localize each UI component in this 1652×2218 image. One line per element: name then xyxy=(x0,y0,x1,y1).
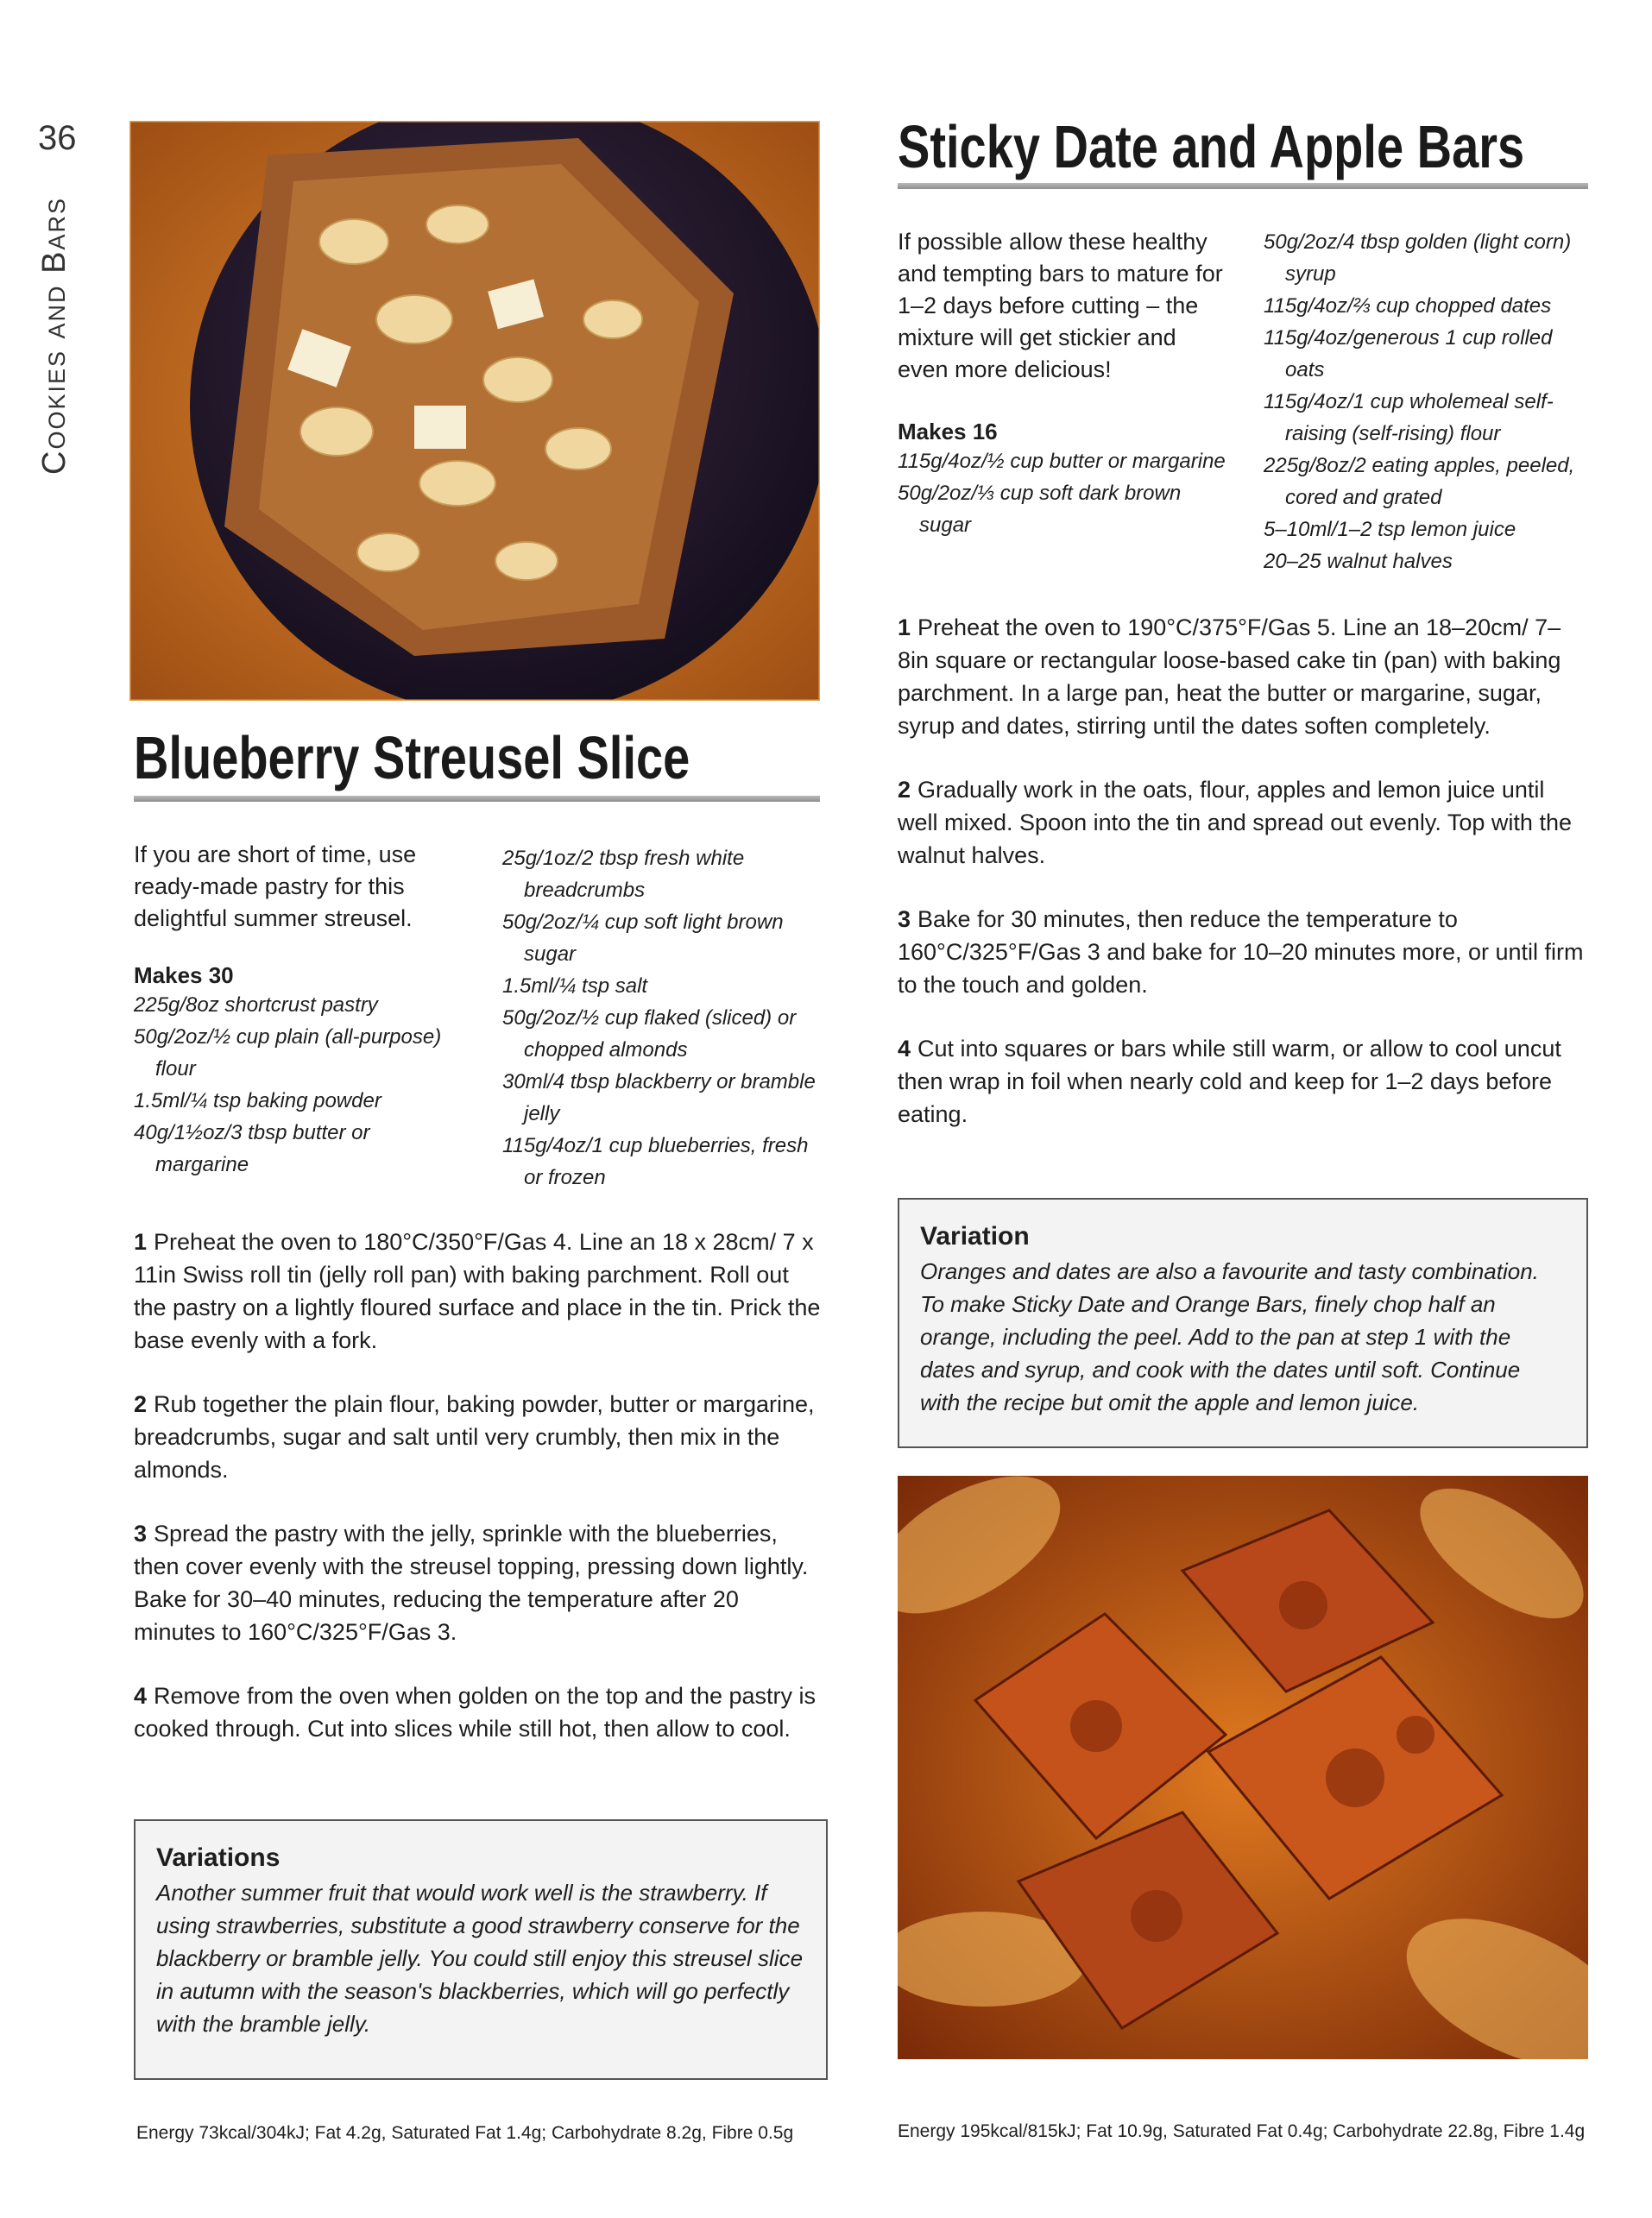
ingredient: 115g/4oz/generous 1 cup rolled oats xyxy=(1264,326,1553,381)
ingredient: 115g/4oz/⅔ cup chopped dates xyxy=(1264,294,1552,318)
left-title-rule xyxy=(134,796,820,802)
ingredient: 5–10ml/1–2 tsp lemon juice xyxy=(1264,518,1516,541)
method-step: 2 Rub together the plain flour, baking powder, butter or margarine, breadcrumbs, sugar and salt until very crumbly, then mix in the almonds. xyxy=(134,1391,815,1483)
method-step: 3 Spread the pastry with the jelly, sprinkle with the blueberries, then cover evenly with the streusel topping, pressing down lightly. Bake for 30–40 minutes, reducing the temperature after 20 minutes to 160°C/325°F/Gas 3. xyxy=(134,1521,809,1645)
ingredient: 40g/1½oz/3 tbsp butter or margarine xyxy=(134,1121,370,1176)
left-ingredient-list-1 xyxy=(134,989,462,1181)
method-step: 4 Cut into squares or bars while still warm, or allow to cool uncut then wrap in foil when nearly cold and keep for 1–2 days before eating. xyxy=(898,1036,1561,1127)
variations-text: Another summer fruit that would work well is the strawberry. If using strawberries, substitute a good strawberry conserve for the blackberry or bramble jelly. You could still enjoy this streusel slice in autumn with the season's blackberries, which will go perfectly with the bramble jelly. xyxy=(156,1880,804,2037)
ingredient: 50g/2oz/½ cup flaked (sliced) or chopped almonds xyxy=(502,1006,797,1062)
ingredient: 25g/1oz/2 tbsp fresh white breadcrumbs xyxy=(502,847,745,902)
ingredient: 1.5ml/¼ tsp salt xyxy=(502,974,648,998)
right-nutrition: Energy 195kcal/815kJ; Fat 10.9g, Saturated Fat 0.4g; Carbohydrate 22.8g, Fibre 1.4g xyxy=(898,2121,1586,2141)
left-makes: Makes 30 xyxy=(134,962,234,988)
right-recipe-title: Sticky Date and Apple Bars xyxy=(898,113,1525,180)
ingredient: 50g/2oz/⅓ cup soft dark brown sugar xyxy=(898,482,1182,537)
date-apple-bars-photo xyxy=(898,1476,1588,2059)
left-ingredient-list-2 xyxy=(502,842,822,1194)
left-method xyxy=(134,1226,824,1776)
right-intro: If possible allow these healthy and tempting bars to mature for 1–2 days before cutting – the mixture will get stickier and even more delicious! xyxy=(898,229,1223,382)
left-ingredients-column-1 xyxy=(134,839,462,1181)
method-step: 3 Bake for 30 minutes, then reduce the temperature to 160°C/325°F/Gas 3 and bake for 10–20 minutes more, or until firm to the touch and golden. xyxy=(898,906,1584,998)
ingredient: 225g/8oz/2 eating apples, peeled, cored and grated xyxy=(1264,454,1575,509)
section-label: Cookies and Bars xyxy=(36,197,73,475)
right-title-rule xyxy=(898,183,1588,189)
ingredient: 50g/2oz/4 tbsp golden (light corn) syrup xyxy=(1264,230,1572,286)
blueberry-slice-photo xyxy=(129,121,820,701)
right-makes: Makes 16 xyxy=(898,419,998,444)
method-step: 1 Preheat the oven to 190°C/375°F/Gas 5. Line an 18–20cm/ 7–8in square or rectangular loose-based cake tin (pan) with baking parchment. In a large pan, heat the butter or margarine, sugar, syrup and dates, stirring until the dates soften completely. xyxy=(898,614,1561,739)
left-nutrition: Energy 73kcal/304kJ; Fat 4.2g, Saturated Fat 1.4g; Carbohydrate 8.2g, Fibre 0.5g xyxy=(136,2123,794,2143)
ingredient: 115g/4oz/1 cup wholemeal self-raising (self-rising) flour xyxy=(1264,390,1554,445)
method-step: 4 Remove from the oven when golden on the top and the pastry is cooked through. Cut into slices while still hot, then allow to cool. xyxy=(134,1683,816,1742)
ingredient: 30ml/4 tbsp blackberry or bramble jelly xyxy=(502,1070,816,1125)
method-step: 2 Gradually work in the oats, flour, apples and lemon juice until well mixed. Spoon into the tin and spread out evenly. Top with the walnut halves. xyxy=(898,777,1572,868)
right-ingredient-list-2 xyxy=(1264,226,1592,577)
page-number: 36 xyxy=(38,119,77,157)
ingredient: 115g/4oz/1 cup blueberries, fresh or frozen xyxy=(502,1134,809,1189)
left-intro: If you are short of time, use ready-made pastry for this delightful summer streusel. xyxy=(134,841,417,931)
ingredient: 20–25 walnut halves xyxy=(1264,550,1453,573)
left-variations-box xyxy=(134,1819,828,2080)
left-recipe-title: Blueberry Streusel Slice xyxy=(134,724,690,791)
right-ingredients-column-1 xyxy=(898,226,1230,541)
right-variation-box xyxy=(898,1198,1588,1448)
variation-text: Oranges and dates are also a favourite and tasty combination. To make Sticky Date and Orange Bars, finely chop half an orange, including the peel. Add to the pan at step 1 with the dates and syrup, and cook with the dates until soft. Continue with the recipe but omit the apple and lemon juice. xyxy=(920,1258,1539,1415)
right-ingredient-list-1 xyxy=(898,445,1230,541)
variation-heading: Variation xyxy=(920,1222,1030,1251)
ingredient: 50g/2oz/½ cup plain (all-purpose) flour xyxy=(134,1025,442,1081)
ingredient: 1.5ml/¼ tsp baking powder xyxy=(134,1089,381,1112)
ingredient: 50g/2oz/¼ cup soft light brown sugar xyxy=(502,911,784,966)
ingredient: 225g/8oz shortcrust pastry xyxy=(134,993,378,1017)
variations-heading: Variations xyxy=(156,1843,281,1872)
method-step: 1 Preheat the oven to 180°C/350°F/Gas 4. Line an 18 x 28cm/ 7 x 11in Swiss roll tin (jelly roll pan) with baking parchment. Roll out the pastry on a lightly floured surface and place in the tin. Prick the base evenly with a fork. xyxy=(134,1229,821,1353)
ingredient: 115g/4oz/½ cup butter or margarine xyxy=(898,450,1226,473)
right-method xyxy=(898,611,1588,1162)
